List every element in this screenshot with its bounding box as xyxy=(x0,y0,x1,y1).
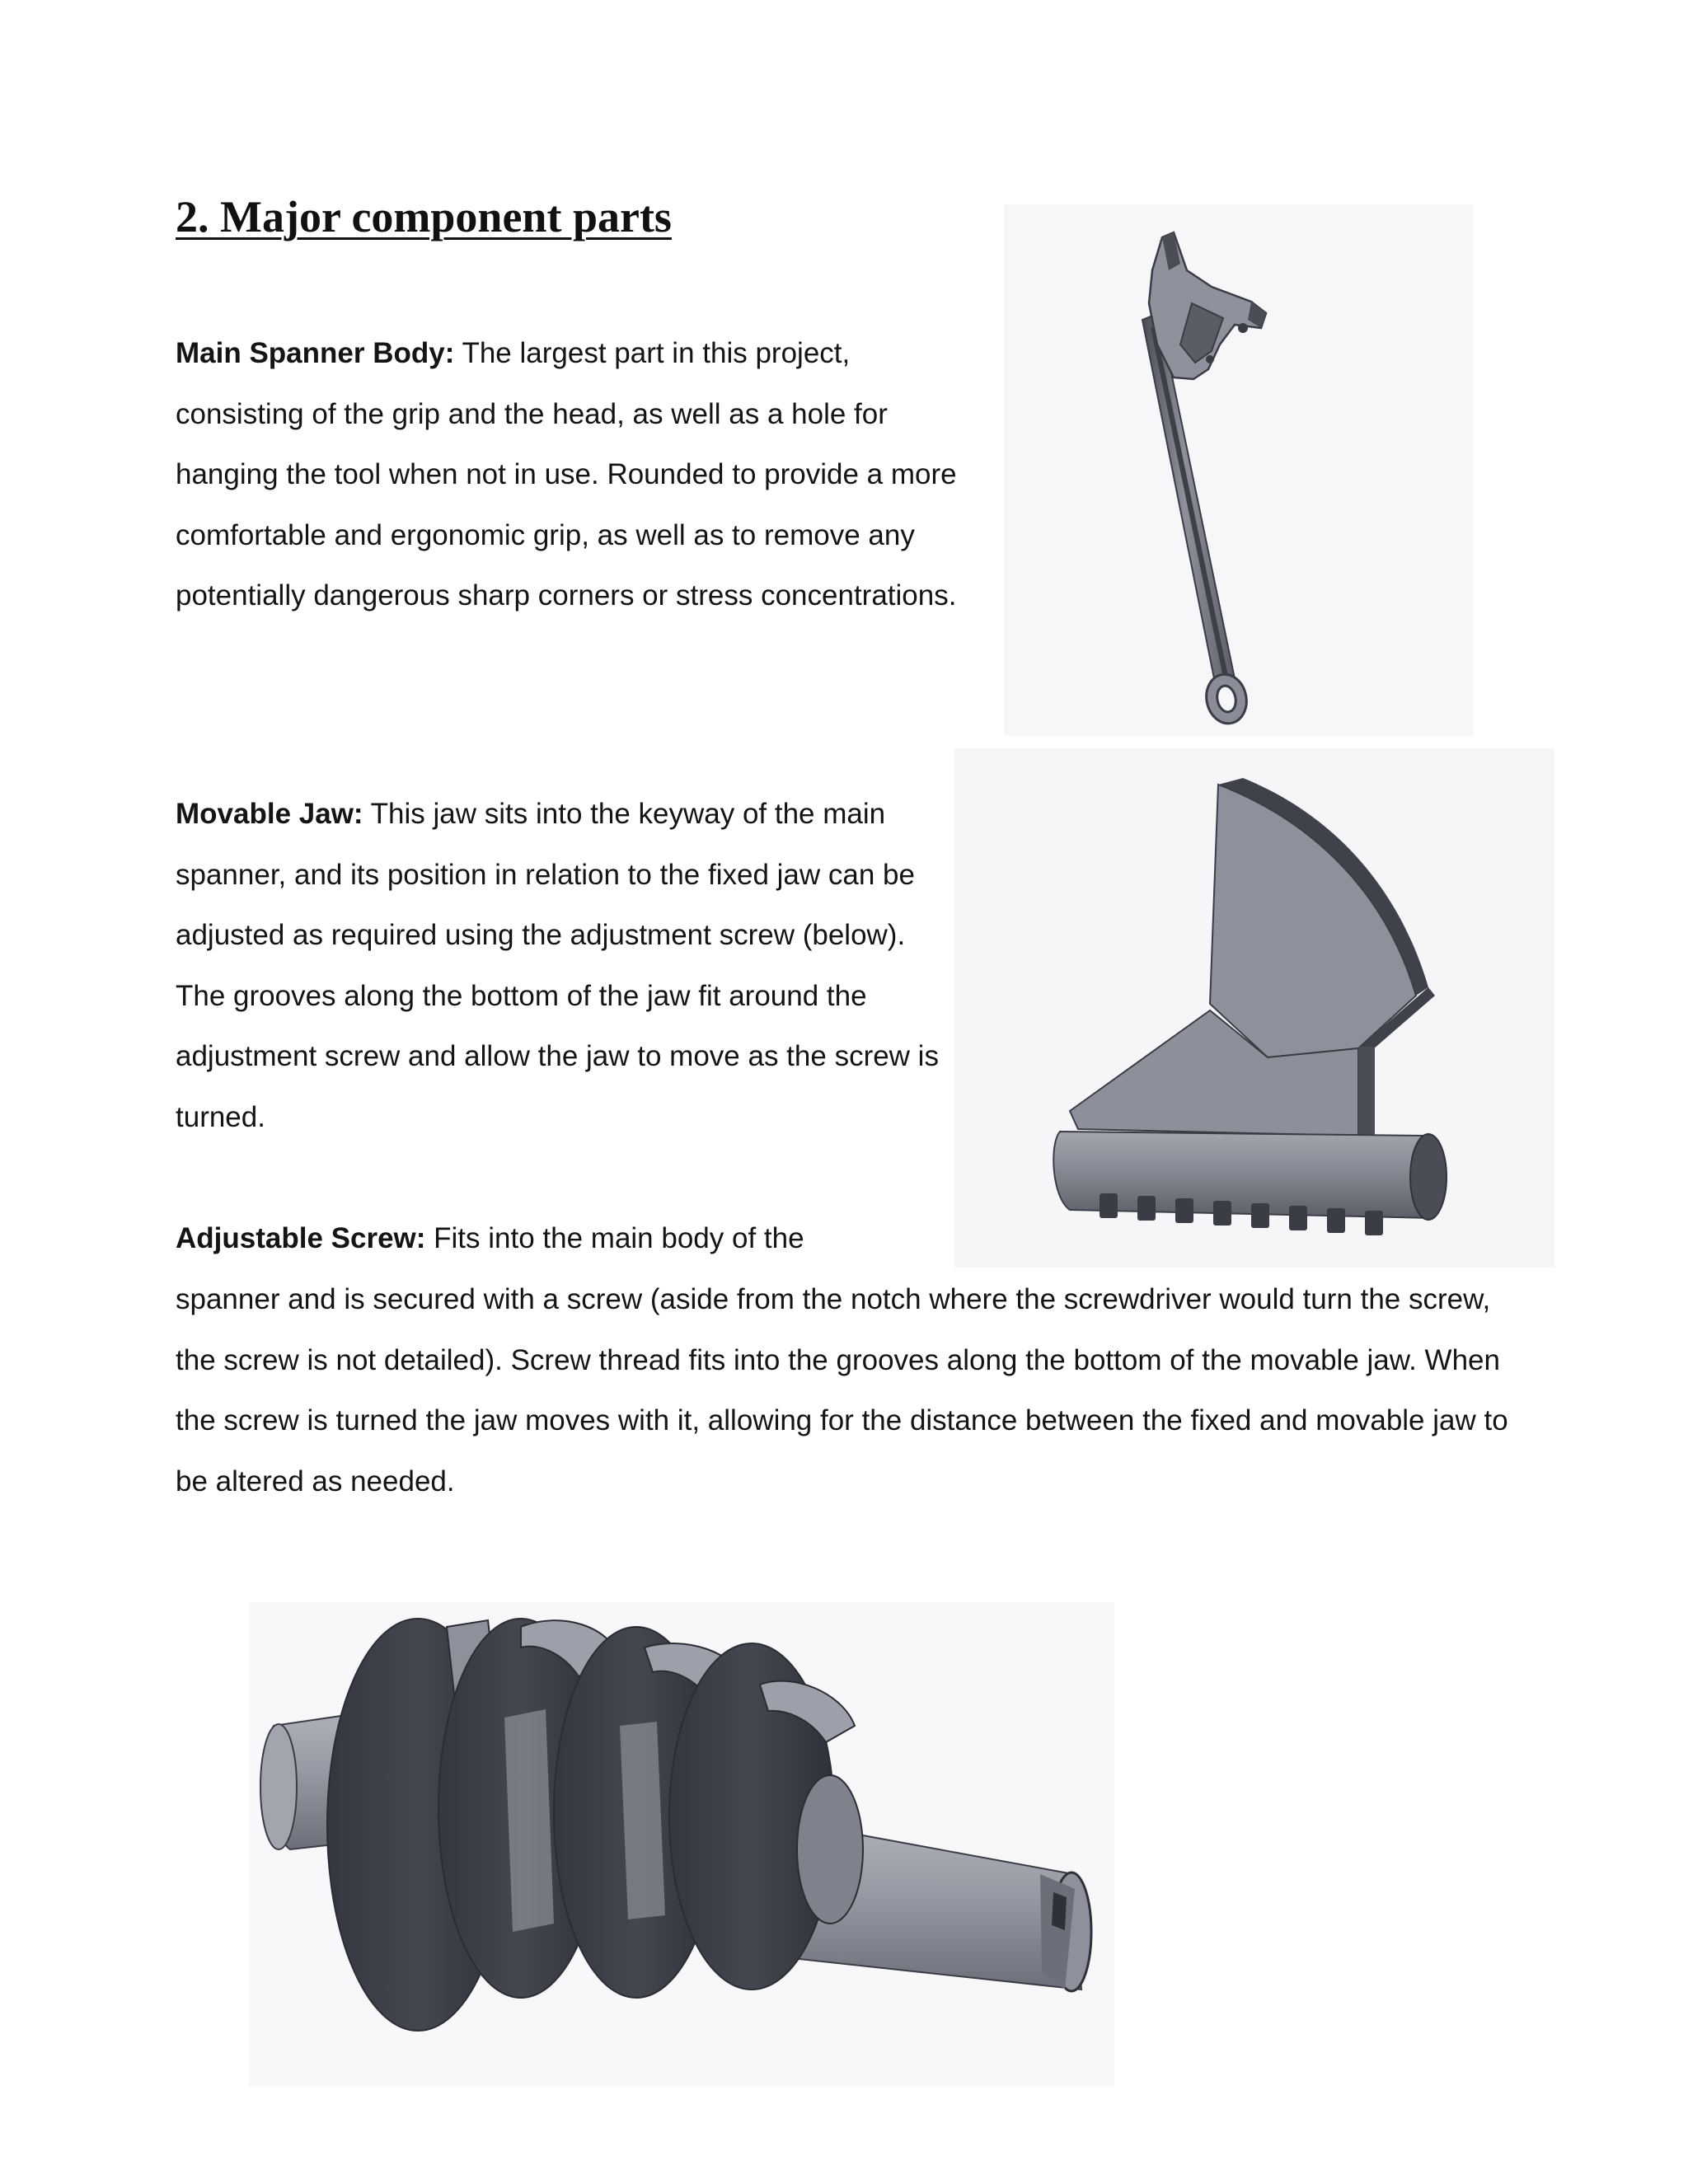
adjustable-screw-text-first-line: Fits into the main body of the xyxy=(425,1222,804,1254)
adjustable-screw-paragraph-continued: spanner and is secured with a screw (aside from the notch where the screwdriver would turn the screw, the screw is not detailed). Screw thread fits into the grooves along the bottom of the movable jaw. When the screw is turned the jaw moves with it, allowing for the distance between the fixed and movable jaw to be altered as needed. xyxy=(176,1283,1508,1497)
main-spanner-body-label: Main Spanner Body: xyxy=(176,337,455,369)
main-spanner-body-text: The largest part in this project, consisting of the grip and the head, as well as a hole for hanging the tool when not in use. Rounded to provide a more comfortable and ergonomic grip, as well as to remove any potentially dangerous sharp corners or stress concentrations. xyxy=(176,337,957,612)
movable-jaw-figure xyxy=(954,748,1554,1268)
movable-jaw-text: This jaw sits into the keyway of the main spanner, and its position in relation to the fixed jaw can be adjusted as required using the adjustment screw (below). The grooves along the bottom of the jaw fit around the adjustment screw and allow the jaw to move as the screw is turned. xyxy=(176,798,939,1133)
adjustment-screw-render-icon xyxy=(249,1602,1114,2087)
movable-jaw-paragraph xyxy=(176,784,942,1147)
movable-jaw-render-icon xyxy=(954,748,1554,1268)
movable-jaw-label: Movable Jaw: xyxy=(176,798,363,830)
wrench-render-icon xyxy=(1004,204,1474,736)
main-spanner-body-paragraph xyxy=(176,323,967,626)
adjustable-screw-label: Adjustable Screw: xyxy=(176,1222,426,1254)
wrench-figure xyxy=(1004,204,1474,736)
adjustable-screw-paragraph xyxy=(176,1208,942,1269)
section-heading: 2. Major component parts xyxy=(176,192,672,241)
adjustment-screw-figure xyxy=(249,1602,1114,2087)
